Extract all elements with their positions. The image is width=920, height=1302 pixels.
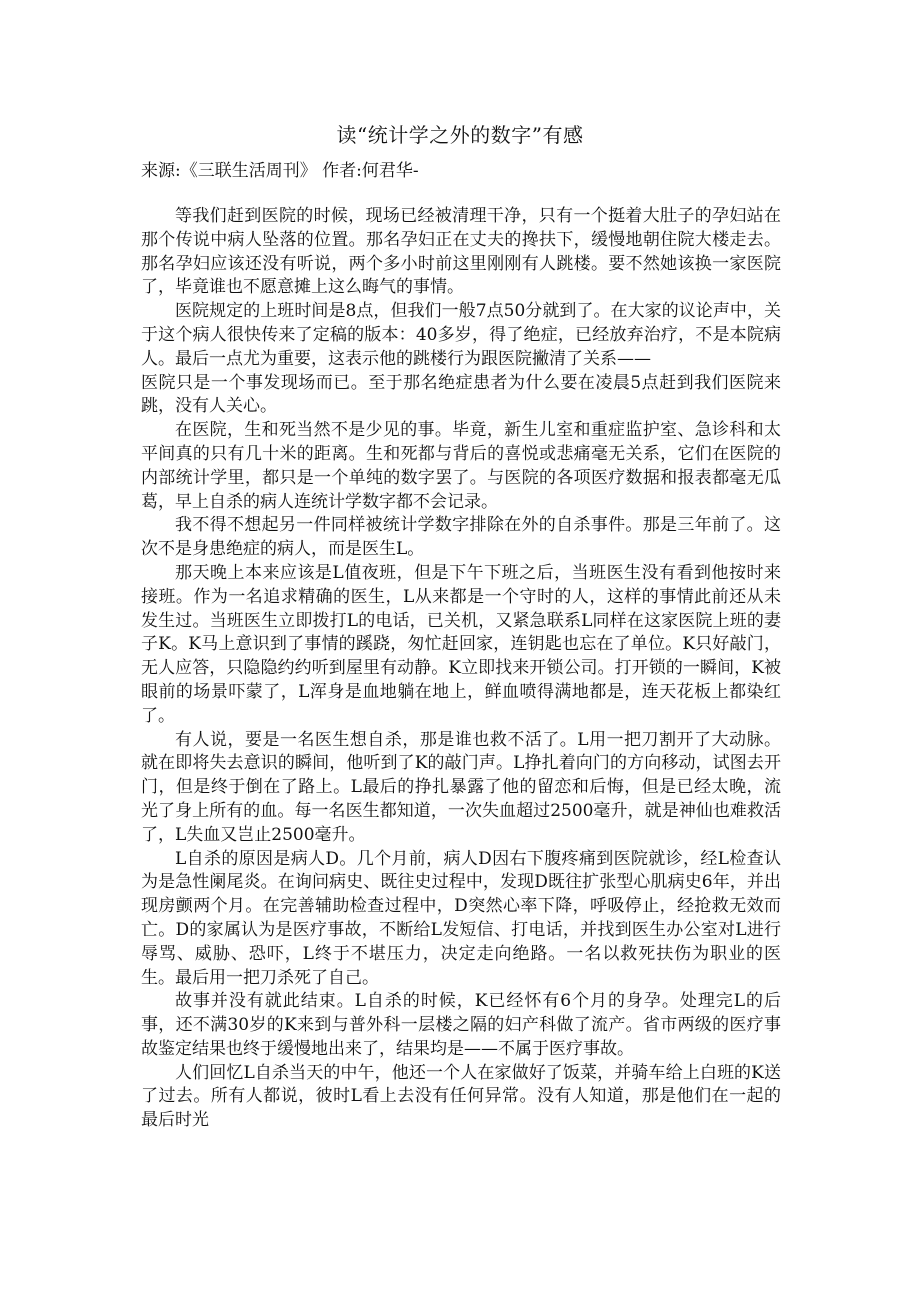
paragraph: 我不得不想起另一件同样被统计学数字排除在外的自杀事件。那是三年前了。这次不是身患绝症的病人，而是医生L。 <box>141 515 781 560</box>
paragraph: 故事并没有就此结束。L自杀的时候，K已经怀有6个月的身孕。处理完L的后事，还不满30岁的K来到与普外科一层楼之隔的妇产科做了流产。省市两级的医疗事故鉴定结果也终于缓慢地出来了，结果均是——不属于医疗事故。 <box>141 991 781 1059</box>
paragraph: 医院规定的上班时间是8点，但我们一般7点50分就到了。在大家的议论声中，关于这个病人很快传来了定稿的版本：40多岁，得了绝症，已经放弃治疗，不是本院病人。最后一点尤为重要，这表示他的跳楼行为跟医院撇清了关系—— <box>141 301 781 369</box>
article-body <box>141 205 781 1133</box>
paragraph: 等我们赶到医院的时候，现场已经被清理干净，只有一个挺着大肚子的孕妇站在那个传说中病人坠落的位置。那名孕妇正在丈夫的搀扶下，缓慢地朝住院大楼走去。那名孕妇应该还没有听说，两个多小时前这里刚刚有人跳楼。要不然她该换一家医院了，毕竟谁也不愿意摊上这么晦气的事情。 <box>141 206 781 298</box>
paragraph: L自杀的原因是病人D。几个月前，病人D因右下腹疼痛到医院就诊，经L检查认为是急性阑尾炎。在询问病史、既往史过程中，发现D既往扩张型心肌病史6年，并出现房颤两个月。在完善辅助检查过程中，D突然心率下降，呼吸停止，经抢救无效而亡。D的家属认为是医疗事故，不断给L发短信、打电话，并找到医生办公室对L进行辱骂、威胁、恐吓，L终于不堪压力，决定走向绝路。一名以救死扶伤为职业的医生。最后用一把刀杀死了自己。 <box>141 848 781 988</box>
paragraph: 人们回忆L自杀当天的中午，他还一个人在家做好了饭菜，并骑车给上白班的K送了过去。所有人都说，彼时L看上去没有任何异常。没有人知道，那是他们在一起的最后时光 <box>141 1062 781 1131</box>
paragraph: 那天晚上本来应该是L值夜班，但是下午下班之后，当班医生没有看到他按时来接班。作为一名追求精确的医生，L从来都是一个守时的人，这样的事情此前还从未发生过。当班医生立即拨打L的电话，已关机，又紧急联系L同样在这家医院上班的妻子K。K马上意识到了事情的蹊跷，匆忙赶回家，连钥匙也忘在了单位。K只好敲门，无人应答，只隐隐约约听到屋里有动静。K立即找来开锁公司。打开锁的一瞬间，K被眼前的场景吓蒙了，L浑身是血地躺在地上，鲜血喷得满地都是，连天花板上都染红了。 <box>141 562 781 726</box>
paragraph: 医院只是一个事发现场而已。至于那名绝症患者为什么要在凌晨5点赶到我们医院来跳，没有人关心。 <box>141 372 781 417</box>
paragraph: 有人说，要是一名医生想自杀，那是谁也救不活了。L用一把刀割开了大动脉。就在即将失去意识的瞬间，他听到了K的敲门声。L挣扎着向门的方向移动，试图去开门，但是终于倒在了路上。L最后的挣扎暴露了他的留恋和后悔，但是已经太晚，流光了身上所有的血。每一名医生都知道，一次失血超过2500毫升，就是神仙也难救活了，L失血又岂止2500毫升。 <box>141 729 781 845</box>
paragraph: 在医院，生和死当然不是少见的事。毕竟，新生儿室和重症监护室、急诊科和太平间真的只有几十米的距离。生和死都与背后的喜悦或悲痛毫无关系，它们在医院的内部统计学里，都只是一个单纯的数字罢了。与医院的各项医疗数据和报表都毫无瓜葛，早上自杀的病人连统计学数字都不会记录。 <box>141 420 781 512</box>
document-title: 读“统计学之外的数字”有感 <box>336 123 584 147</box>
source-line: 来源:《三联生活周刊》 作者:何君华- <box>141 161 419 181</box>
